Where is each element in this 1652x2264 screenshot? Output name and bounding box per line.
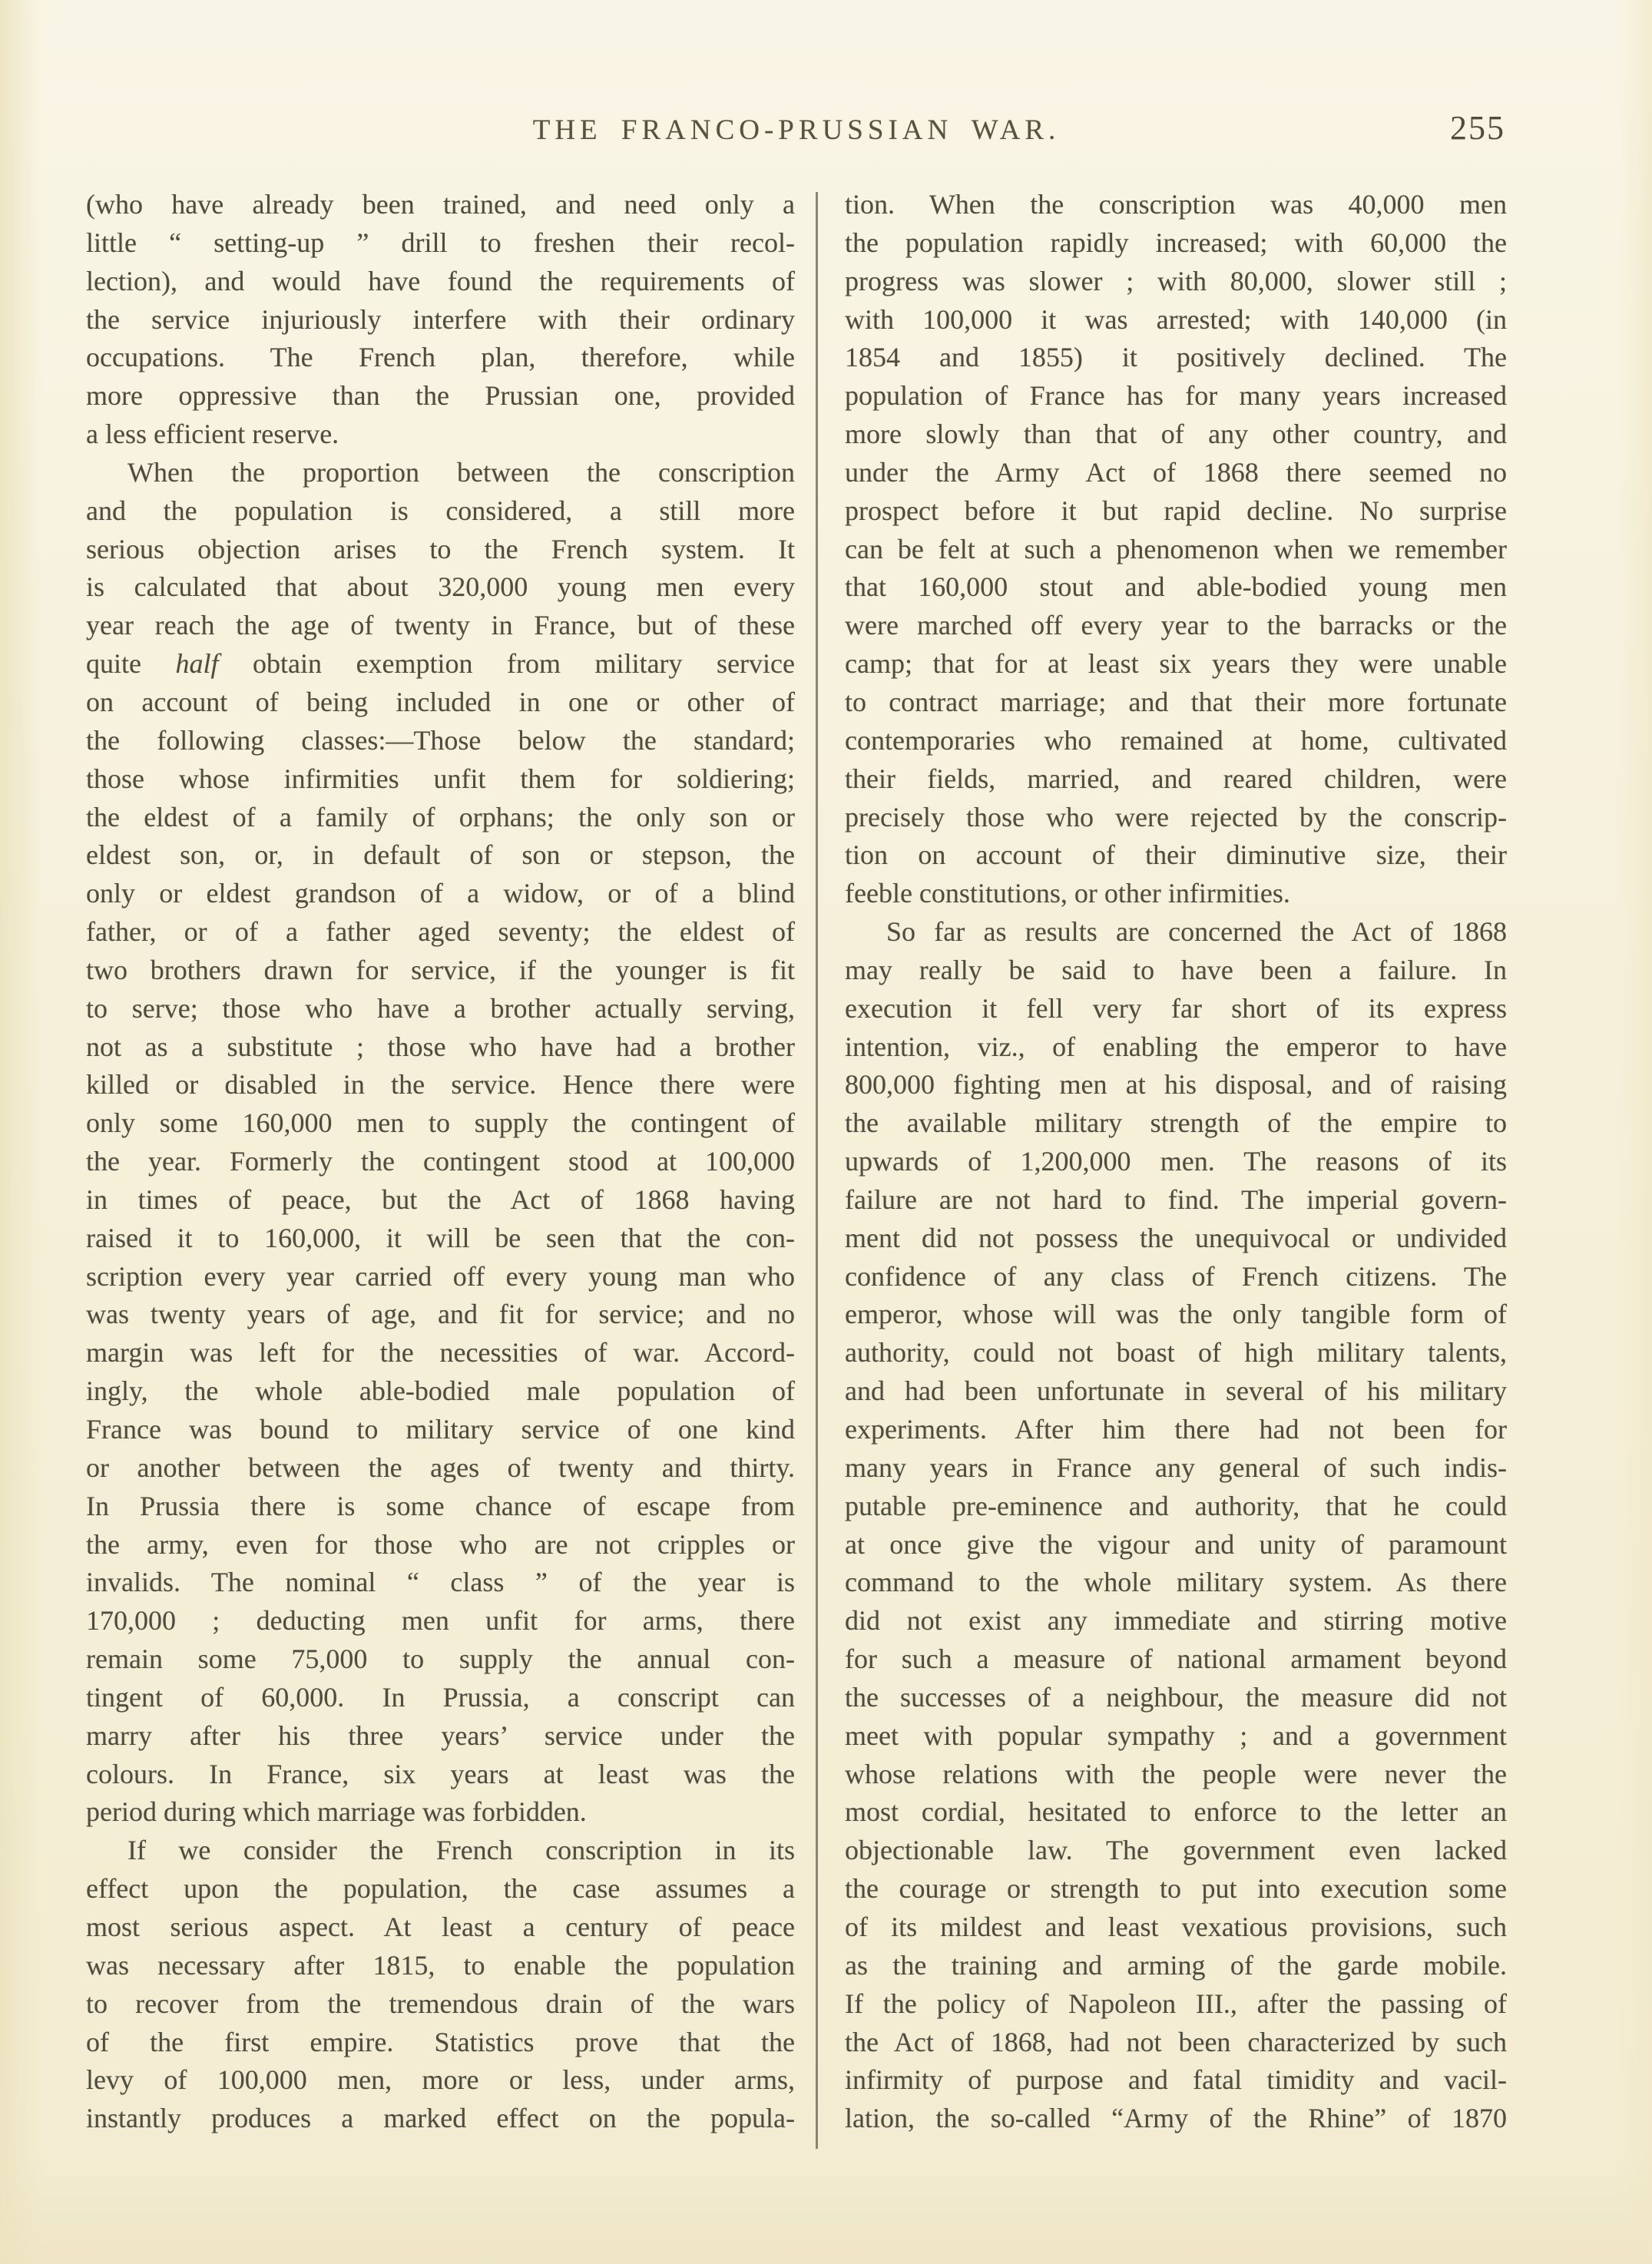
text-line: So far as results are concerned the Act of 1868 — [886, 916, 1507, 948]
text-line: remain some 75,000 to supply the annual con- — [86, 1643, 795, 1675]
text-line: (who have already been trained, and need only a — [86, 189, 795, 220]
text-line: raised it to 160,000, it will be seen that the con- — [86, 1222, 795, 1253]
text-line: confidence of any class of French citizens. The — [845, 1260, 1507, 1292]
text-line: infirmity of purpose and fatal timidity and vacil- — [845, 2064, 1507, 2096]
text-line: upwards of 1,200,000 men. The reasons of its — [845, 1146, 1507, 1177]
text-line: 1854 and 1855) it positively declined. The — [845, 342, 1507, 373]
text-line: marry after his three years’ service under the — [86, 1720, 795, 1751]
text-line: occupations. The French plan, therefore, while — [86, 342, 795, 373]
text-line: the army, even for those who are not cripples or — [86, 1528, 795, 1560]
text-line: two brothers drawn for service, if the younger is fit — [86, 954, 795, 985]
text-line: When the proportion between the conscription — [127, 456, 795, 488]
text-line: to recover from the tremendous drain of the wars — [86, 1988, 795, 2019]
text-line: did not exist any immediate and stirring motive — [845, 1605, 1507, 1637]
text-line: the available military strength of the empire to — [845, 1107, 1507, 1139]
text-line: only or eldest grandson of a widow, or of a blind — [86, 878, 795, 909]
text-line: objectionable law. The government even lacked — [845, 1835, 1507, 1866]
text-line: many years in France any general of such indis- — [845, 1451, 1507, 1483]
text-line: margin was left for the necessities of war. Accord- — [86, 1337, 795, 1369]
text-line: for such a measure of national armament beyond — [845, 1643, 1507, 1675]
text-line: colours. In France, six years at least was the — [86, 1758, 795, 1789]
text-line: more slowly than that of any other country, and — [845, 419, 1507, 450]
text-line: was twenty years of age, and fit for service; and no — [86, 1299, 795, 1330]
text-line: was necessary after 1815, to enable the population — [86, 1949, 795, 1981]
text-line: command to the whole military system. As there — [845, 1567, 1507, 1598]
text-line: to serve; those who have a brother actually serving, — [86, 992, 795, 1024]
text-line: emperor, whose will was the only tangible form of — [845, 1299, 1507, 1330]
text-line: that 160,000 stout and able-bodied young men — [845, 571, 1507, 603]
text-line: on account of being included in one or other of — [86, 686, 795, 717]
text-line: lation, the so-called “Army of the Rhine” of 1870 — [845, 2103, 1507, 2134]
text-line: the population rapidly increased; with 60,000 the — [845, 227, 1507, 258]
text-line: more oppressive than the Prussian one, provided — [86, 380, 795, 412]
text-line: can be felt at such a phenomenon when we remember — [845, 533, 1507, 564]
text-line: father, or of a father aged seventy; the eldest of — [86, 916, 795, 948]
text-line: under the Army Act of 1868 there seemed no — [845, 456, 1507, 488]
text-line: most serious aspect. At least a century of peace — [86, 1911, 795, 1942]
text-line: of its mildest and least vexatious provisions, such — [845, 1911, 1507, 1942]
text-line: in times of peace, but the Act of 1868 having — [86, 1183, 795, 1215]
text-line: 800,000 fighting men at his disposal, and of raising — [845, 1069, 1507, 1101]
text-line: effect upon the population, the case assumes a — [86, 1873, 795, 1905]
text-line: at once give the vigour and unity of paramount — [845, 1528, 1507, 1560]
text-line: experiments. After him there had not been for — [845, 1414, 1507, 1445]
text-line: and had been unfortunate in several of his military — [845, 1375, 1507, 1407]
text-line: the year. Formerly the contingent stood at 100,000 — [86, 1146, 795, 1177]
text-line: year reach the age of twenty in France, but of these — [86, 610, 795, 641]
text-line: population of France has for many years increased — [845, 380, 1507, 412]
text-line: invalids. The nominal “ class ” of the year is — [86, 1567, 795, 1598]
text-line: the following classes:—Those below the standard; — [86, 724, 795, 756]
text-line: the successes of a neighbour, the measure did not — [845, 1681, 1507, 1713]
text-line: instantly produces a marked effect on the popula- — [86, 2103, 795, 2134]
text-line: intention, viz., of enabling the emperor to have — [845, 1031, 1507, 1062]
text-line: eldest son, or, in default of son or stepson, the — [86, 839, 795, 871]
text-line: tingent of 60,000. In Prussia, a conscript can — [86, 1681, 795, 1713]
text-line: and the population is considered, a still more — [86, 495, 795, 526]
page-number: 255 — [1450, 109, 1505, 147]
text-line: progress was slower ; with 80,000, slower still ; — [845, 265, 1507, 296]
left-column — [86, 186, 795, 2138]
right-column — [845, 186, 1507, 2138]
text-line: feeble constitutions, or other infirmities. — [845, 878, 1290, 909]
text-line: quite half obtain exemption from military service — [86, 648, 795, 680]
text-line: period during which marriage was forbidden. — [86, 1796, 587, 1828]
text-line: were marched off every year to the barracks or the — [845, 610, 1507, 641]
text-line: failure are not hard to find. The imperial govern- — [845, 1183, 1507, 1215]
text-line: execution it fell very far short of its express — [845, 992, 1507, 1024]
text-line: contemporaries who remained at home, cultivated — [845, 724, 1507, 756]
text-line: meet with popular sympathy ; and a government — [845, 1720, 1507, 1751]
text-line: as the training and arming of the garde mobile. — [845, 1949, 1507, 1981]
text-line: their fields, married, and reared children, were — [845, 763, 1507, 794]
text-line: In Prussia there is some chance of escape from — [86, 1490, 795, 1521]
text-line: killed or disabled in the service. Hence there were — [86, 1069, 795, 1101]
running-head-title: THE FRANCO-PRUSSIAN WAR. — [532, 114, 1061, 146]
text-line: or another between the ages of twenty and thirty. — [86, 1451, 795, 1483]
text-line: scription every year carried off every young man who — [86, 1260, 795, 1292]
text-line: camp; that for at least six years they were unable — [845, 648, 1507, 680]
text-line: of the first empire. Statistics prove that the — [86, 2026, 795, 2057]
text-line: If the policy of Napoleon III., after the passing of — [845, 1988, 1507, 2019]
text-line: tion on account of their diminutive size, their — [845, 839, 1507, 871]
text-line: a less efficient reserve. — [86, 419, 339, 450]
text-line: ingly, the whole able-bodied male population of — [86, 1375, 795, 1407]
text-line: 170,000 ; deducting men unfit for arms, there — [86, 1605, 795, 1637]
text-line: may really be said to have been a failure. In — [845, 954, 1507, 985]
text-line: not as a substitute ; those who have had a brother — [86, 1031, 795, 1062]
text-line: only some 160,000 men to supply the contingent of — [86, 1107, 795, 1139]
text-line: putable pre-eminence and authority, that he could — [845, 1490, 1507, 1521]
text-line: those whose infirmities unfit them for soldiering; — [86, 763, 795, 794]
text-line: levy of 100,000 men, more or less, under arms, — [86, 2064, 795, 2096]
text-line: little “ setting-up ” drill to freshen their recol- — [86, 227, 795, 258]
text-line: is calculated that about 320,000 young men every — [86, 571, 795, 603]
text-line: If we consider the French conscription in its — [127, 1835, 795, 1866]
text-line: the courage or strength to put into execution some — [845, 1873, 1507, 1905]
text-line: serious objection arises to the French system. It — [86, 533, 795, 564]
text-line: France was bound to military service of one kind — [86, 1414, 795, 1445]
text-line: lection), and would have found the requirements of — [86, 265, 795, 296]
text-line: ment did not possess the unequivocal or undivided — [845, 1222, 1507, 1253]
text-line: the service injuriously interfere with their ordinary — [86, 303, 795, 335]
text-line: with 100,000 it was arrested; with 140,000 (in — [845, 303, 1507, 335]
text-line: most cordial, hesitated to enforce to the letter an — [845, 1796, 1507, 1828]
text-line: prospect before it but rapid decline. No surprise — [845, 495, 1507, 526]
text-line: authority, could not boast of high military talents, — [845, 1337, 1507, 1369]
text-line: the eldest of a family of orphans; the only son or — [86, 801, 795, 832]
text-line: the Act of 1868, had not been characterized by such — [845, 2026, 1507, 2057]
column-divider-rule — [816, 192, 818, 2149]
text-line: to contract marriage; and that their more fortunate — [845, 686, 1507, 717]
text-line: whose relations with the people were never the — [845, 1758, 1507, 1789]
text-line: tion. When the conscription was 40,000 men — [845, 189, 1507, 220]
text-line: precisely those who were rejected by the conscrip- — [845, 801, 1507, 832]
